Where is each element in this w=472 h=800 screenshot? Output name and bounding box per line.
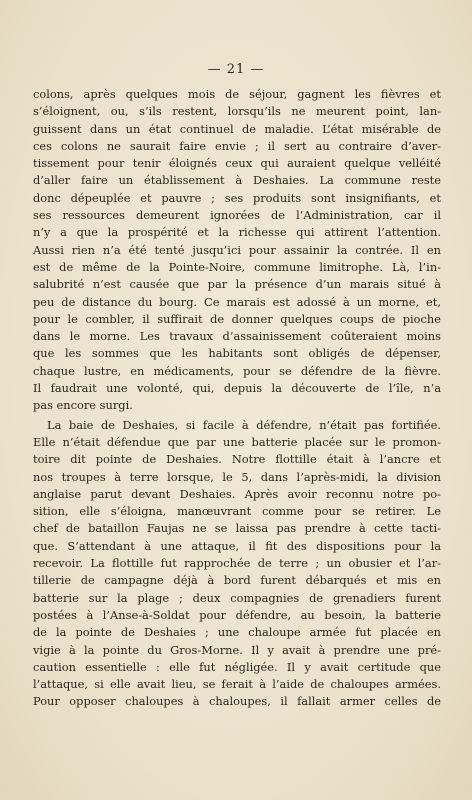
text-line: est de même de la Pointe-Noire, commune limitrophe. Là, l’in-: [33, 259, 441, 274]
text-line: caution essentielle : elle fut négligée. Il y avait certitude que: [33, 659, 441, 674]
text-line: postées à l’Anse-à-Soldat pour défendre, au besoin, la batterie: [33, 607, 441, 622]
text-line: nos troupes à terre lorsque, le 5, dans l’après-midi, la division: [33, 469, 441, 484]
text-line: que. S’attendant à une attaque, il fit des dispositions pour la: [33, 538, 441, 553]
text-line: que les sommes que les habitants sont obligés de dépenser,: [33, 346, 441, 361]
text-line: n’y a que la prospérité et la richesse qui attirent l’attention.: [33, 225, 441, 240]
text-line: pas encore surgi.: [33, 398, 133, 413]
text-line: recevoir. La flottille fut rapprochée de terre ; un obusier et l’ar-: [33, 556, 441, 571]
text-line: pour le combler, il suffirait de donner quelques coups de pioche: [33, 311, 441, 326]
text-line: donc dépeuplée et pauvre ; ses produits sont insignifiants, et: [33, 190, 441, 205]
text-line: sition, elle s’éloigna, manœuvrant comme pour se retirer. Le: [33, 504, 441, 519]
text-line: colons, après quelques mois de séjour, gagnent les fièvres et: [33, 87, 441, 101]
text-line: toire dit pointe de Deshaies. Notre flottille était à l’ancre et: [33, 452, 441, 467]
text-line: tissement pour tenir éloignés ceux qui auraient quelque velléité: [33, 156, 441, 171]
text-line: chaque lustre, en médicaments, pour se défendre de la fièvre.: [33, 363, 441, 378]
text-line: Pour opposer chaloupes à chaloupes, il fallait armer celles de: [33, 694, 441, 709]
text-line: Elle n’était défendue que par une batterie placée sur le promon-: [33, 434, 441, 449]
text-line: d’aller faire un établissement à Deshaies. La commune reste: [33, 173, 441, 188]
text-line: La baie de Deshaies, si facile à défendre, n’était pas fortifiée.: [47, 417, 441, 432]
text-line: s’éloignent, ou, s’ils restent, lorsqu’ils ne meurent point, lan-: [33, 104, 441, 119]
text-line: l’attaque, si elle avait lieu, se ferait à l’aide de chaloupes armées.: [33, 677, 441, 692]
text-line: peu de distance du bourg. Ce marais est adossé à un morne, et,: [33, 294, 441, 309]
text-line: vigie à la pointe du Gros-Morne. Il y avait à prendre une pré-: [33, 642, 441, 657]
text-line: Il faudrait une volonté, qui, depuis la découverte de l’île, n’a: [33, 381, 441, 396]
text-line: ses ressources demeurent ignorées de l’Administration, car il: [33, 208, 441, 223]
text-line: Aussi rien n’a été tenté jusqu’ici pour assainir la contrée. Il en: [33, 242, 441, 257]
text-line: dans le morne. Les travaux d’assainissement coûteraient moins: [33, 329, 441, 344]
text-line: tillerie de campagne déjà à bord furent débarqués et mis en: [33, 573, 441, 588]
text-line: salubrité n’est causée que par la présence d’un marais situé à: [33, 277, 441, 292]
page-number: — 21 —: [207, 62, 265, 77]
paragraph: [33, 417, 441, 711]
text-line: ces colons ne saurait faire envie ; il sert au contraire d’aver-: [33, 138, 441, 153]
body-text: [33, 86, 441, 711]
text-line: anglaise parut devant Deshaies. Après avoir reconnu notre po-: [33, 486, 441, 501]
text-line: batterie sur la plage ; deux compagnies de grenadiers furent: [33, 590, 441, 605]
text-line: chef de bataillon Faujas ne se laissa pas prendre à cette tacti-: [33, 521, 441, 536]
text-line: de la pointe de Deshaies ; une chaloupe armée fut placée en: [33, 625, 441, 640]
text-line: guissent dans un état continuel de maladie. L’état misérable de: [33, 121, 441, 136]
paragraph: [33, 86, 441, 415]
